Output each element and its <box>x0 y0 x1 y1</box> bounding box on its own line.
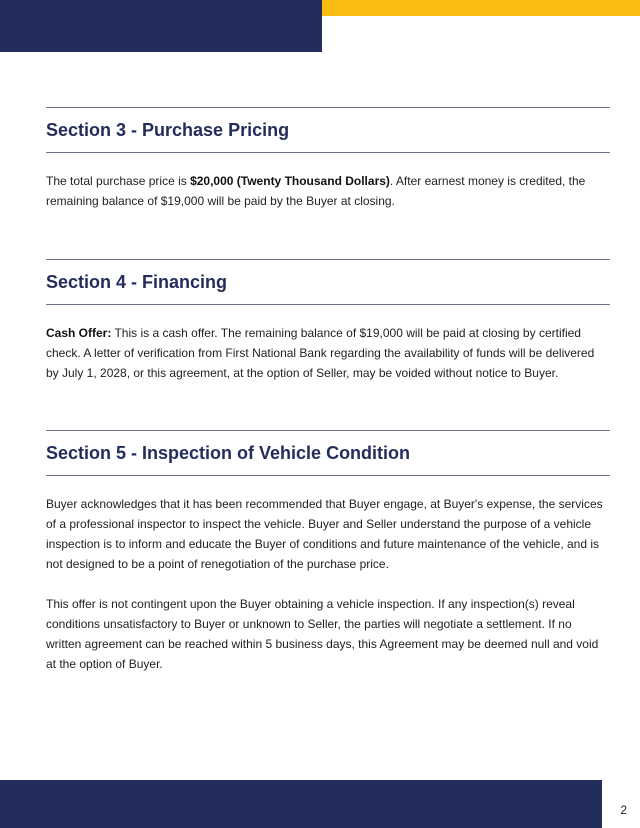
paragraph-text: The total purchase price is <box>46 174 191 188</box>
section-heading: Section 3 - Purchase Pricing <box>46 120 290 140</box>
purchase-price: $20,000 (Twenty Thousand Dollars) <box>190 174 390 188</box>
paragraph-text: This is a cash offer. The remaining balance of $19,000 will be paid at closing by certified check. A letter of verification from First National Bank regarding the availability of funds will be delivered by July 1, 2028, or this agreement, at the option of Seller, may be voided without notice to Buyer. <box>46 326 595 380</box>
section-heading: Section 4 - Financing <box>46 272 228 292</box>
header-navy-bar <box>0 0 322 52</box>
section-paragraph <box>46 171 610 211</box>
cash-offer-label: Cash Offer: <box>46 326 112 340</box>
section-heading: Section 5 - Inspection of Vehicle Condition <box>46 443 411 463</box>
section-paragraph: Buyer acknowledges that it has been recommended that Buyer engage, at Buyer's expense, the services of a professional inspector to inspect the vehicle. Buyer and Seller understand the purpose of a vehicle inspection is to inform and educate the Buyer of conditions and future maintenance of the vehicle, and is not designed to be a point of renegotiation of the purchase price. <box>46 497 603 571</box>
section-paragraph <box>46 323 610 383</box>
section-bottom-rule <box>46 304 610 305</box>
section-purchase-pricing <box>46 107 610 211</box>
header-gold-bar <box>322 0 640 16</box>
page-number: 2 <box>620 803 627 817</box>
section-bottom-rule <box>46 152 610 153</box>
section-financing <box>46 259 610 383</box>
section-paragraph: This offer is not contingent upon the Buyer obtaining a vehicle inspection. If any inspection(s) reveal conditions unsatisfactory to Buyer or unknown to Seller, the parties will negotiate a settlement. If no written agreement can be reached within 5 business days, this Agreement may be deemed null and void at the option of Buyer. <box>46 597 599 671</box>
section-bottom-rule <box>46 475 610 476</box>
section-inspection <box>46 430 610 674</box>
paragraph-text: . After earnest money is credited, the remaining balance of $19,000 will be paid by the Buyer at closing. <box>46 174 586 208</box>
footer-navy-bar <box>0 780 602 828</box>
